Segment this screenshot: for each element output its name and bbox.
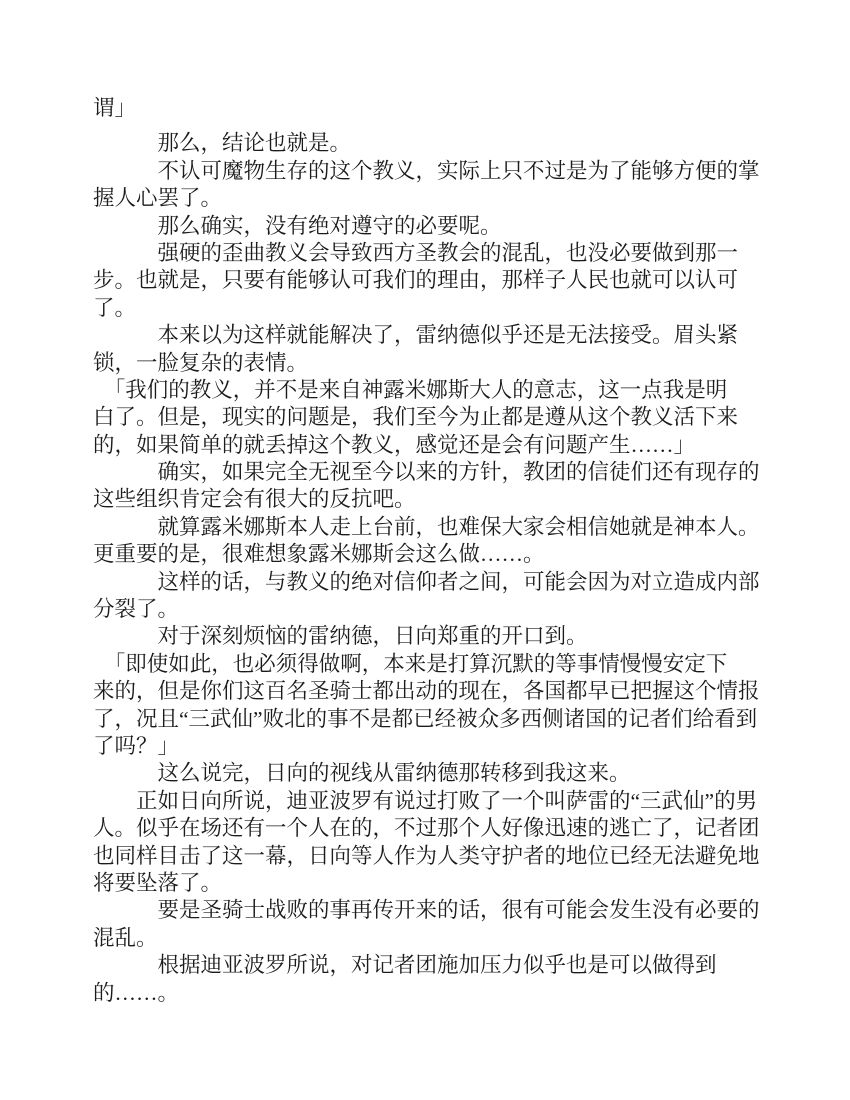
text-line: 那么，结论也就是。 (93, 131, 352, 156)
text-line: 了。 (93, 295, 137, 320)
paragraph (93, 623, 783, 650)
text-line: 人。似乎在场还有一个人在的，不过那个人好像迅速的逃亡了，记者团 (93, 816, 760, 841)
text-line: 对于深刻烦恼的雷纳德，日向郑重的开口到。 (93, 624, 588, 649)
text-line: 谓」 (93, 96, 137, 120)
paragraph (93, 569, 783, 624)
text-line: 握人心罢了。 (93, 186, 223, 211)
text-line: 正如日向所说，迪亚波罗有说过打败了一个叫萨雷的“三武仙”的男 (93, 788, 758, 813)
text-line: 的，如果简单的就丢掉这个教义，感觉还是会有问题产生……」 (93, 432, 696, 457)
text-line: 根据迪亚波罗所说，对记者团施加压力似乎也是可以做得到 (93, 953, 717, 978)
text-line: 分裂了。 (93, 597, 180, 622)
paragraph (93, 158, 783, 213)
text-line: 锁，一脸复杂的表情。 (93, 350, 309, 375)
paragraph (93, 213, 783, 240)
text-line: 混乱。 (93, 925, 158, 950)
text-line: 来的，但是你们这百名圣骑士都出动的现在，各国都早已把握这个情报 (93, 679, 760, 704)
text-line: 不认可魔物生存的这个教义，实际上只不过是为了能够方便的掌 (93, 158, 760, 183)
paragraph (93, 459, 783, 514)
text-line: 更重要的是，很难想象露米娜斯会这么做……。 (93, 542, 545, 567)
text-line: 步。也就是，只要有能够认可我们的理由，那样子人民也就可以认可 (93, 268, 739, 293)
paragraph (93, 95, 783, 122)
text-line: 这些组织肯定会有很大的反抗吧。 (93, 487, 416, 512)
paragraph (93, 760, 783, 787)
text-block (93, 95, 783, 1007)
text-line: 也同样目击了这一幕，日向等人作为人类守护者的地位已经无法避免地 (93, 843, 760, 868)
paragraph (93, 130, 783, 157)
paragraph (93, 897, 783, 952)
paragraph (93, 240, 783, 322)
paragraph (93, 651, 783, 761)
text-line: 这样的话，与教义的绝对信仰者之间，可能会因为对立造成内部 (93, 569, 760, 594)
text-line: 「即使如此，也必须得做啊，本来是打算沉默的等事情慢慢安定下 (93, 651, 728, 676)
paragraph (93, 952, 783, 1007)
text-line: 本来以为这样就能解决了，雷纳德似乎还是无法接受。眉头紧 (93, 323, 739, 348)
text-line: 强硬的歪曲教义会导致西方圣教会的混乱，也没必要做到那一 (93, 240, 739, 265)
text-line: 确实，如果完全无视至今以来的方针，教团的信徒们还有现存的 (93, 460, 760, 485)
text-line: 那么确实，没有绝对遵守的必要呢。 (93, 213, 502, 238)
text-line: 要是圣骑士战败的事再传开来的话，很有可能会发生没有必要的 (93, 898, 760, 923)
paragraph (93, 514, 783, 569)
text-line: 的……。 (93, 980, 180, 1005)
text-line: 「我们的教义，并不是来自神露米娜斯大人的意志，这一点我是明 (93, 377, 728, 402)
text-line: 白了。但是，现实的问题是，我们至今为止都是遵从这个教义活下来 (93, 405, 739, 430)
paragraph (93, 322, 783, 377)
text-line: 将要坠落了。 (93, 870, 223, 895)
text-line: 了，况且“三武仙”败北的事不是都已经被众多西侧诸国的记者们给看到 (93, 706, 758, 731)
text-line: 这么说完，日向的视线从雷纳德那转移到我这来。 (93, 761, 631, 786)
paragraph (93, 377, 783, 459)
text-line: 就算露米娜斯本人走上台前，也难保大家会相信她就是神本人。 (93, 514, 760, 539)
text-line: 了吗？」 (93, 733, 180, 758)
paragraph (93, 788, 783, 898)
